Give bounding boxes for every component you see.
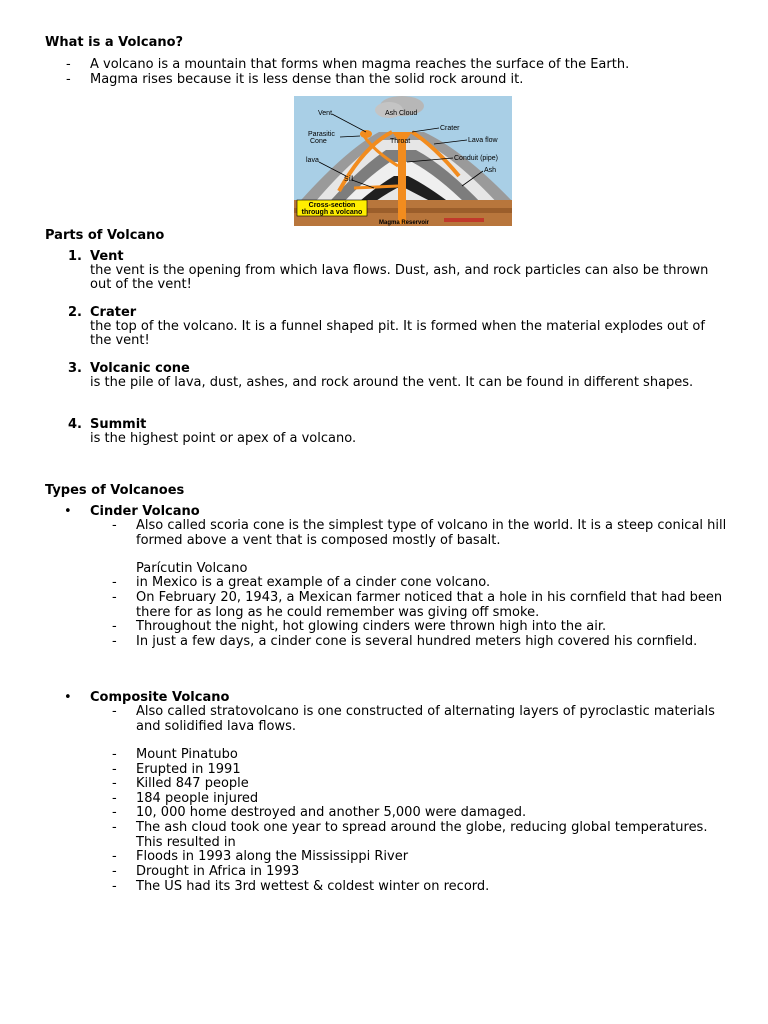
list-item-text: Magma rises because it is less dense than the solid rock around it. <box>90 72 524 87</box>
list-item-text: 10, 000 home destroyed and another 5,000 were damaged. <box>136 805 527 820</box>
list-item-text: Also called scoria cone is the simplest type of volcano in the world. It is a steep conical hill formed above a vent that is composed mostly of basalt. <box>136 518 727 548</box>
list-item-text: A volcano is a mountain that forms when magma reaches the surface of the Earth. <box>90 57 630 72</box>
label-ash-cloud: Ash Cloud <box>385 110 418 117</box>
caption-line-2: through a volcano <box>301 209 363 216</box>
item-title: Volcanic cone <box>90 361 190 376</box>
item-description: is the highest point or apex of a volcano. <box>90 431 357 446</box>
label-magma-reservoir: Magma Reservoir <box>378 220 430 226</box>
document-page: What is a Volcano? - A volcano is a mountain that forms when magma reaches the surface of the Earth. - Magma rises because it is less dense than the solid rock around it. Vent Ash Cloud Crater Parasitic Cone Throat Lava flow Conduit (pipe) lava Ash Sill Cross-section through a volcano Magma Reservoir Parts of Volcano 1. Vent the vent is the opening from which lava flows. Dust, ash, and rock particles can also be thrown out of the vent! 2. Crater the top of the volcano. It is a funnel shaped pit. It is formed when the material explodes out of the vent! 3. Volcanic cone is the pile of lava, dust, ashes, and rock around the vent. It can be found in different shapes. 4. Summit is the highest point or apex of a volcano. Types of Volcanoes • Cinder Volcano - Also called scoria cone is the simplest type of volcano in the world. It is a steep conical hill formed above a vent that is composed mostly of basalt. Parícutin Volcano - in Mexico is a great example of a cinder cone volcano. - On February 20, 1943, a Mexican farmer noticed that a hole in his cornfield that had been there for as long as he could remember was giving off smoke. - Throughout the night, hot glowing cinders were thrown high into the air. - In just a few days, a cinder cone is several hundred meters high covered his cornfield. • Composite Volcano - Also called stratovolcano is one constructed of alternating layers of pyroclastic materials and solidified lava flows. - Mount Pinatubo - Erupted in 1991 - Killed 847 people - 184 people injured - 10, 000 home destroyed and another 5,000 were damaged. - The ash cloud took one year to spread around the globe, reducing global temperatures. This resulted in - Floods in 1993 along the Mississippi River - Drought in Africa in 1993 - The US had its 3rd wettest & coldest winter on record. <box>0 0 768 1024</box>
list-item-text: in Mexico is a great example of a cinder cone volcano. <box>136 575 491 590</box>
bullet-dot: • <box>64 690 72 705</box>
item-number: 3. <box>68 361 82 376</box>
caption-line-1: Cross-section <box>308 202 356 209</box>
list-item-text: Mount Pinatubo <box>136 747 238 762</box>
heading-types-of-volcanoes: Types of Volcanoes <box>45 483 185 498</box>
list-item-text: Parícutin Volcano <box>136 561 248 576</box>
conduit-magma <box>398 136 406 224</box>
item-title: Vent <box>90 249 124 264</box>
item-number: 2. <box>68 305 82 320</box>
label-parasitic: Parasitic <box>308 131 335 138</box>
list-item-text: The ash cloud took one year to spread around the globe, reducing global temperatures. This resulted in <box>136 820 708 850</box>
item-number: 1. <box>68 249 82 264</box>
list-item-text: Throughout the night, hot glowing cinders were thrown high into the air. <box>136 619 607 634</box>
item-title: Crater <box>90 305 137 320</box>
heading-what-is-volcano: What is a Volcano? <box>45 35 184 50</box>
label-lava: lava <box>306 157 319 164</box>
label-cone: Cone <box>310 138 327 145</box>
volcano-cross-section-diagram <box>294 96 512 226</box>
item-description: is the pile of lava, dust, ashes, and rock around the vent. It can be found in different shapes. <box>90 375 694 390</box>
label-lava-flow: Lava flow <box>468 137 498 144</box>
label-crater: Crater <box>440 125 460 132</box>
type-title: Cinder Volcano <box>90 504 200 519</box>
list-item-text: The US had its 3rd wettest & coldest winter on record. <box>136 879 490 894</box>
label-throat: Throat <box>390 138 411 145</box>
item-description: the vent is the opening from which lava flows. Dust, ash, and rock particles can also be thrown out of the vent! <box>90 263 709 292</box>
heading-parts-of-volcano: Parts of Volcano <box>45 228 165 243</box>
item-number: 4. <box>68 417 82 432</box>
list-item-text: On February 20, 1943, a Mexican farmer noticed that a hole in his cornfield that had been there for as long as he could remember was giving off smoke. <box>136 590 723 620</box>
label-ash: Ash <box>484 167 497 174</box>
bullet-dot: • <box>64 504 72 519</box>
list-item-text: Killed 847 people <box>136 776 249 791</box>
list-item-text: Drought in Africa in 1993 <box>136 864 300 879</box>
label-vent: Vent <box>318 110 333 117</box>
label-sill: Sill <box>344 176 354 183</box>
dash-marker: - <box>66 57 71 72</box>
list-item-text: Also called stratovolcano is one constructed of alternating layers of pyroclastic materials and solidified lava flows. <box>136 704 715 734</box>
dash-marker: - <box>66 72 71 87</box>
list-item-text: Floods in 1993 along the Mississippi River <box>136 849 409 864</box>
type-title: Composite Volcano <box>90 690 230 705</box>
item-title: Summit <box>90 417 147 432</box>
item-description: the top of the volcano. It is a funnel shaped pit. It is formed when the material explodes out of the vent! <box>90 319 705 348</box>
label-conduit: Conduit (pipe) <box>454 155 498 162</box>
list-item-text: Erupted in 1991 <box>136 762 241 777</box>
list-item-text: In just a few days, a cinder cone is several hundred meters high covered his cornfield. <box>136 634 698 649</box>
list-item-text: 184 people injured <box>136 791 259 806</box>
